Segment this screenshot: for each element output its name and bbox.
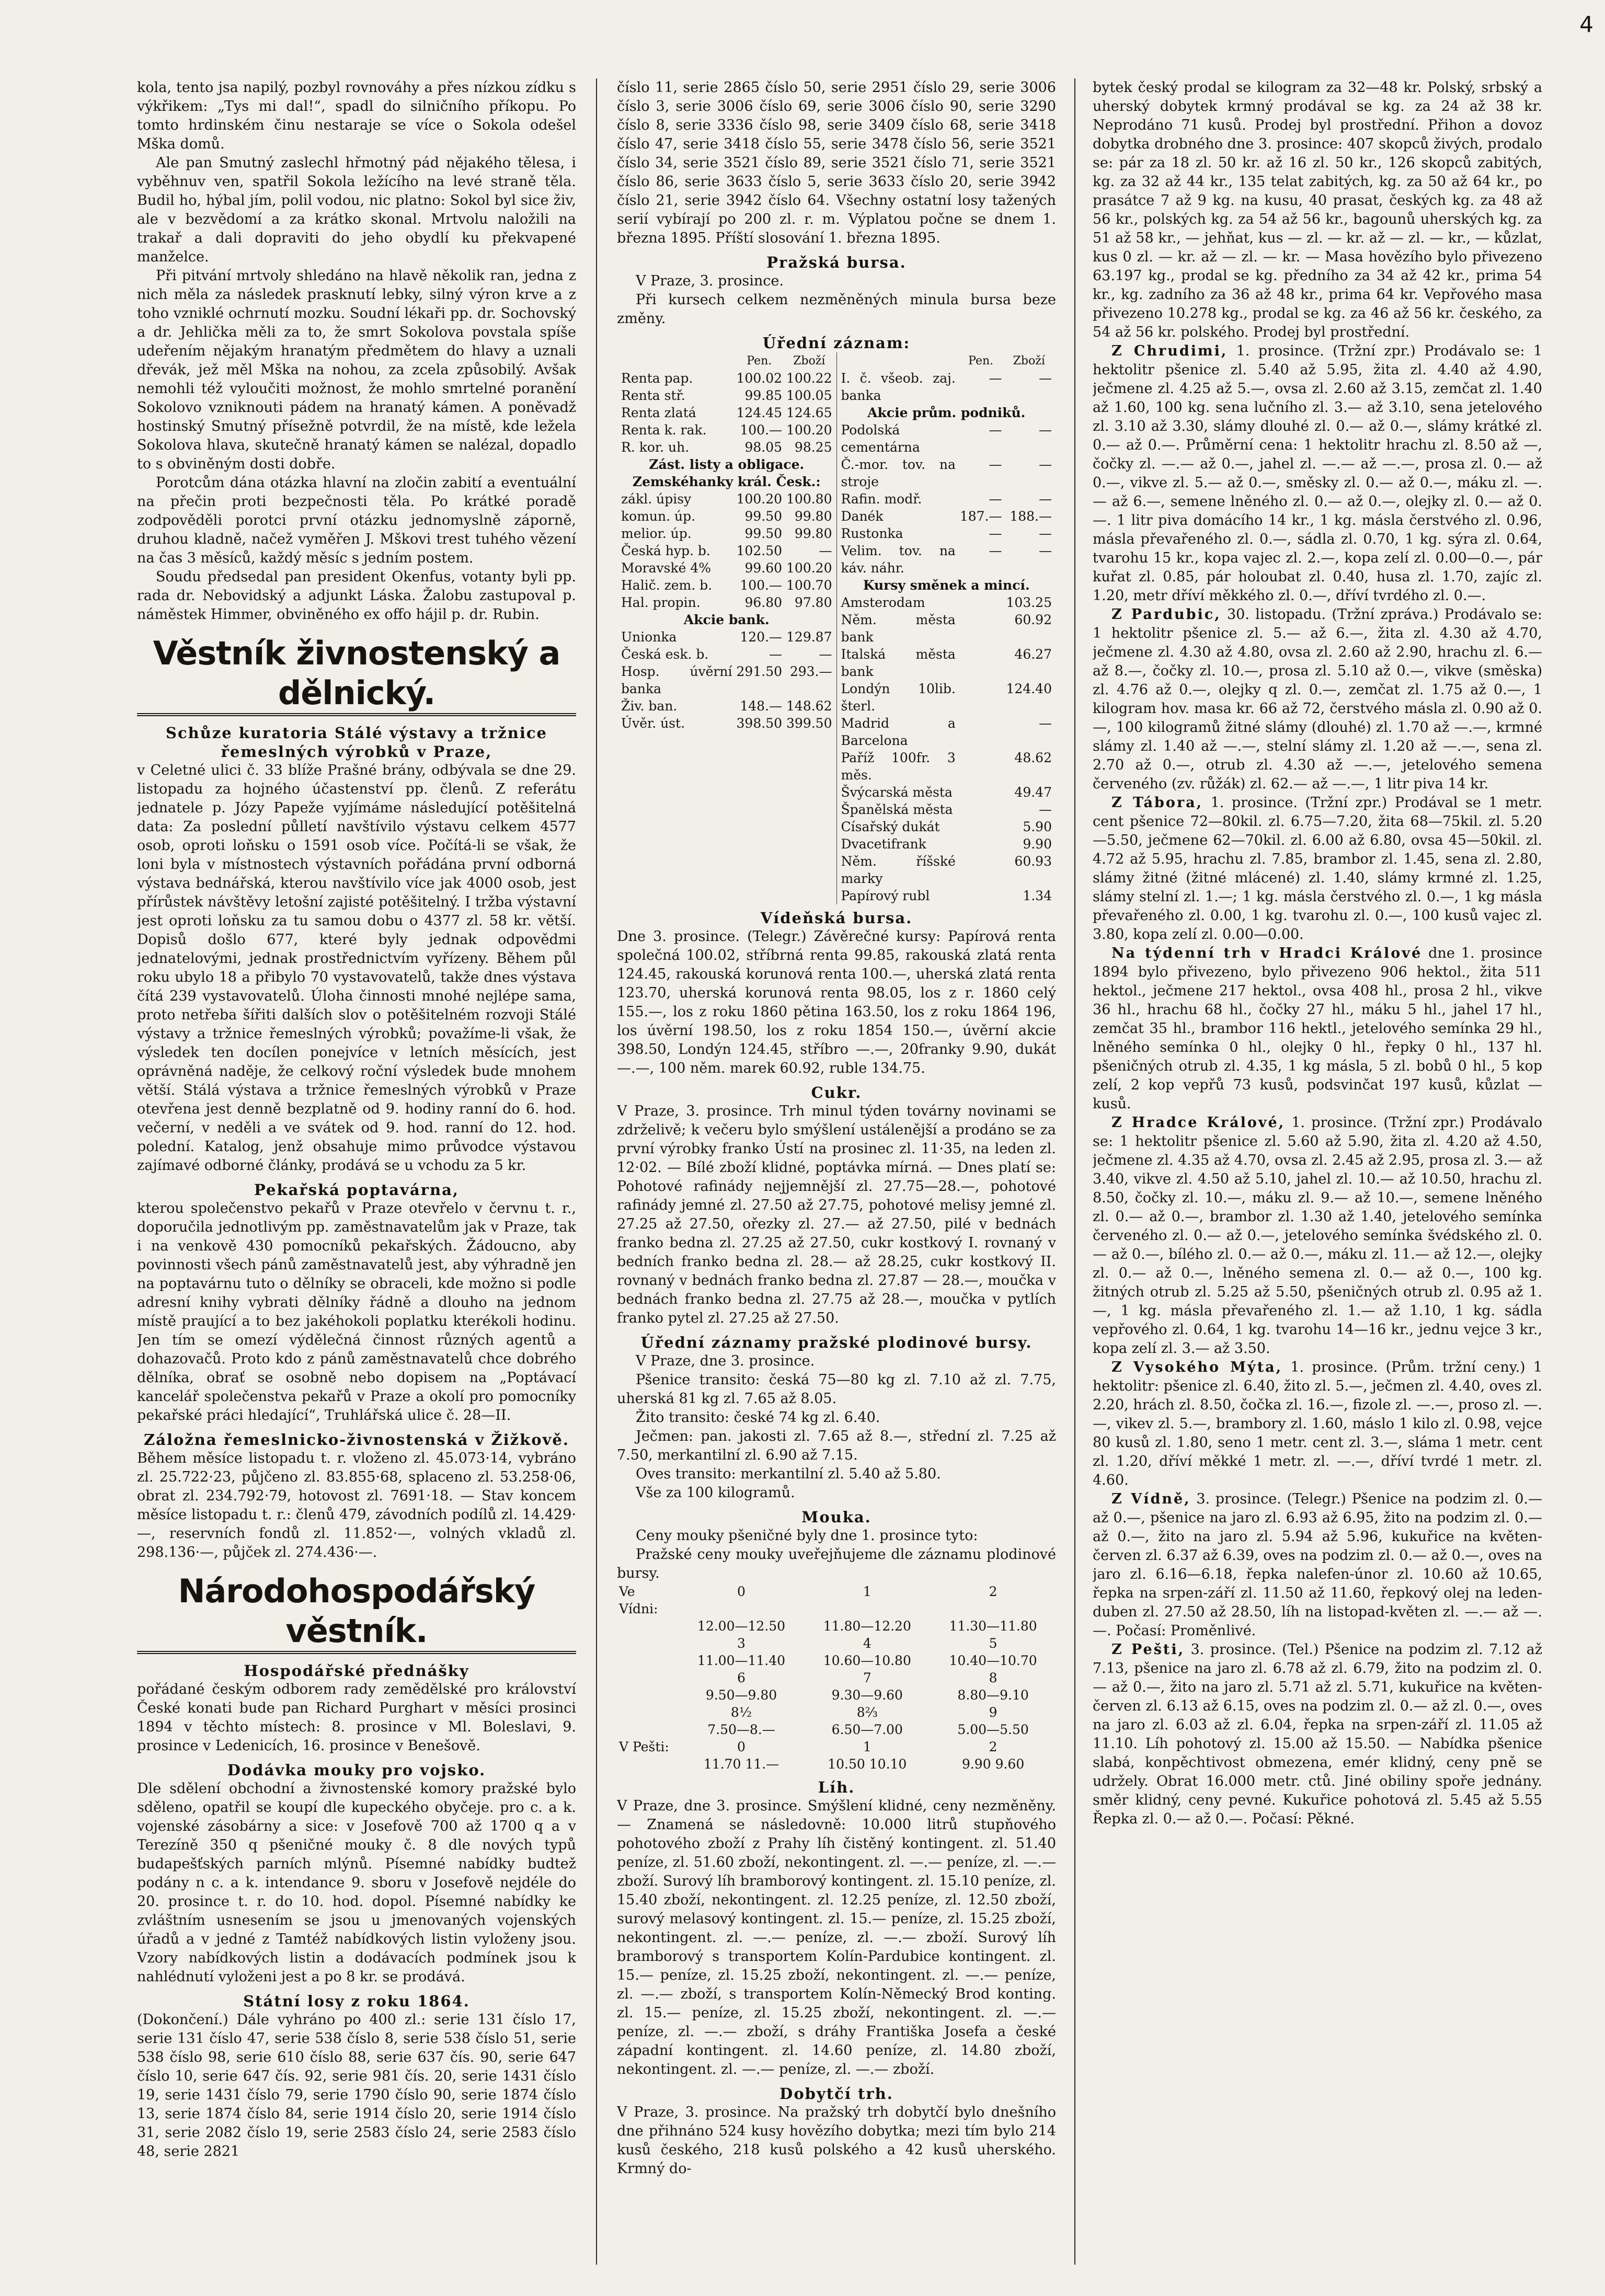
rate-row (619, 473, 834, 490)
paragraph: Soudu předsedal pan president Okenfus, votanty byli pp. rada dr. Nebovidský a adjunkt Láska. Žalobu zastupoval p. náměstek Himmer, obviněného ex offo hájil p. dr. Rubin. (137, 569, 576, 623)
article-heading: Pražská bursa. (766, 254, 907, 271)
column-header: Pen. (968, 354, 994, 368)
rate-value (958, 594, 1004, 611)
paragraph: Ale pan Smutný zaslechl hřmotný pád nějakého tělesa, i vyběhnuv ven, spatřil Sokola ležícího na levé straně těla. Budil ho, hýbal jím, polil vodou, nic platno: Sokol byl sice živ, ale v bezvědomí a za krátko skonal. Mrtvolu naložili na trakař a dali dopraviti do jeho obydlí ku překvapené manželce. (137, 155, 576, 265)
rate-value (958, 749, 1004, 784)
rate-value (958, 715, 1004, 749)
grade-number: 2 (989, 1739, 998, 1754)
rate-label: zákl. úpisy (621, 491, 692, 507)
rate-row (839, 525, 1054, 542)
rate-row (619, 542, 834, 559)
price-cell: 9.90 (961, 1757, 991, 1772)
price-cell: 9.60 (995, 1757, 1025, 1772)
rate-value: 398.50 (736, 716, 783, 731)
rate-label: Zemskéhanky král. Česk.: (632, 474, 821, 489)
rate-row (619, 646, 834, 663)
column-header: Pen. (747, 354, 772, 368)
article-heading: Pekařská poptavárna, (254, 1181, 459, 1199)
rate-value: — (1039, 457, 1052, 472)
column-header: Zboží (1013, 354, 1045, 368)
rate-row (619, 421, 834, 439)
grade-number: 9 (989, 1705, 998, 1720)
rate-value: 129.87 (786, 629, 832, 645)
rate-value: — (989, 422, 1002, 438)
exchange-table (617, 352, 1056, 904)
grade-number: 0 (737, 1584, 746, 1599)
market-report: dne 1. prosince 1894 bylo přivezeno, bylo přivezeno 906 hektol., žita 511 hektol., ječmene 217 hektol., ovsa 408 hl., prosa 2 hl., vikve 36 hl., hrachu 68 hl., čočky 27 hl., máku 5 hl., jahel 17 hl., zemčat 35 hl., brambor 116 hektl., jetelového semínka 29 hl., lněného semínka 0 hl., olejky 0 hl., řepky 0 hl., 137 hl. pšeničných otrub zl. 4.35, 1 kg másla, 5 zl. bobů 0 hl., 5 kop zelí, 2 kop vepřů 73 kusů, podsvinčat 197 kusů, kůzlat — kusů. (1093, 945, 1542, 1112)
rate-label: melior. úp. (621, 526, 692, 541)
rate-value: — (1039, 371, 1052, 386)
rate-label: Rustonka (841, 526, 903, 541)
rate-value: 100.20 (786, 422, 832, 438)
price-cell: 10.50 (828, 1757, 865, 1772)
paragraph: V Praze, 3. prosince. Na pražský trh dobytčí bylo dnešního dne přihnáno 524 kusy hovězího dobytka; mezi tím bylo 214 kusů českého, 218 kusů polského a 42 kusů uherského. Krmný do- (617, 2104, 1056, 2177)
rate-value: — (989, 526, 1002, 541)
rate-value: — (1039, 543, 1052, 558)
column-left (137, 78, 576, 2265)
rate-value: 188.— (1010, 509, 1052, 524)
price-cell: 11.70 (703, 1757, 741, 1772)
rates-table-right (839, 352, 1054, 904)
rate-label: I. č. všeob. zaj. banka (841, 371, 956, 403)
rate-label: Italská města bank (841, 647, 956, 679)
grade-number: 4 (863, 1636, 872, 1651)
price-cell: 7.50—8.— (707, 1722, 775, 1737)
column-right (1093, 78, 1542, 2265)
rate-label: Česká hyp. b. (621, 543, 710, 558)
rate-value: 100.70 (786, 578, 832, 593)
rate-label: Hal. propin. (621, 595, 701, 610)
rate-label: Císařský dukát (841, 819, 940, 834)
paragraph: Dle sdělení obchodní a živnostenské komory pražské bylo sděleno, opatřil se koupí dle kupeckého obyčeje. pro c. a k. vojenské zásobárny a sice: v Josefově 700 až 1700 q a v Terezíně 350 q pšeničné mouky č. 8 dle nových typů budapešťských parních mlýnů. Písemné nabídky budtež podány n c. a k. intendance 9. sboru v Josefově nejdéle do 20. prosince t. r. do 10. hod. dopol. Písemné nabídky ke zvláštním usnesením se jsou u jmenovaných vojenských úřadů a v jedné z Tamtéž nabídkových listin vyloženy jsou. Vzory nabídkových listin a dodávacích podmínek jsou k nahlédnutí vyloženi jest a po 8 kr. se prodává. (137, 1781, 576, 1985)
rate-value: 99.50 (744, 509, 783, 524)
market-heading: Z Tábora, (1111, 795, 1203, 811)
market-heading: Z Hradce Králové, (1111, 1115, 1286, 1131)
rate-value: 100.05 (786, 388, 832, 403)
table-heading: Úřední záznam: (762, 334, 911, 352)
rate-value: — (989, 491, 1002, 507)
rate-row (839, 749, 1054, 784)
paragraph: Ceny mouky pšeničné byly dne 1. prosince tyto: (636, 1528, 978, 1544)
rate-row (619, 663, 834, 697)
rate-value: 100.20 (736, 491, 783, 507)
rate-value: — (1039, 422, 1052, 438)
rate-row (619, 387, 834, 404)
rate-value: 99.80 (794, 526, 832, 541)
rate-row (619, 490, 834, 508)
rate-value: — (819, 647, 832, 662)
rate-label: Velim. tov. na káv. náhr. (841, 543, 956, 576)
market-heading: Z Vysokého Mýta, (1111, 1359, 1283, 1375)
rate-label: Londýn 10lib. šterl. (841, 681, 956, 714)
grade-number: 1 (863, 1739, 872, 1754)
price-cell: 11.30—11.80 (949, 1618, 1037, 1634)
rate-value: 99.50 (744, 526, 783, 541)
grade-number: 1 (863, 1584, 872, 1599)
price-cell: 11.00—11.40 (697, 1653, 786, 1668)
rate-row (619, 577, 834, 594)
rate-row (619, 715, 834, 732)
rate-row (619, 439, 834, 456)
rate-row (619, 370, 834, 387)
rate-row (839, 801, 1054, 818)
market-heading: Na týdenní trh v Hradci Králové (1111, 945, 1423, 961)
rate-value (958, 646, 1004, 680)
rate-row (619, 697, 834, 715)
rate-row (839, 784, 1054, 801)
section-title-trade: Věstník živnostenský a dělnický. (137, 634, 576, 716)
paragraph: V Praze, dne 3. prosince. Smýšlení klidné, ceny nezměněny. — Znamená se následovně: 10.000 litrů stupňového pohotového zboží z Prahy líh čistěný kontingent. zl. 51.40 peníze, zl. 51.60 zboží, nekontingent. zl. —.— peníze, zl. —.— zboží. Surový líh bramborový kontingent. zl. 15.10 peníze, zl. 15.40 zboží, nekontingent. zl. 12.25 peníze, zl. 12.50 zboží, surový melasový kontingent. zl. 15.— peníze, zl. 15.25 zboží, nekontingent. zl. —.— peníze, zl. —.— zboží. Surový líh bramborový s transportem Kolín-Pardubice kontingent. zl. 15.— peníze, zl. 15.25 zboží, nekontingent. zl. —.— peníze, zl. —.— zboží, s transportem Kolín-Německý Brod konting. zl. 15.— peníze, zl. 15.25 zboží, nekontingent. zl. —.— peníze, zl. —.— zboží, s dráhy Františka Josefa a české západní kontingent. zl. 14.60 peníze, zl. 14.80 zboží, nekontingent. zl. —.— peníze, zl. —.— zboží. (617, 1798, 1056, 2077)
rate-value: 124.65 (786, 405, 832, 420)
rate-value (958, 853, 1004, 887)
rate-value: 100.22 (786, 371, 832, 386)
rate-label: Něm. říšské marky (841, 854, 956, 886)
rate-row (619, 594, 834, 611)
market-report: 1. prosince. (Prům. tržní ceny.) 1 hektolitr: pšenice zl. 6.40, žito zl. 5.—, ječmen zl. 4.40, oves zl. 2.20, hrách zl. 8.50, čočka zl. 16.—, fizole zl. —.—, proso zl. —.—, vikev zl. 5.—, brambory zl. 1.60, máslo 1 kilo zl. 0.98, vejce 80 kusů zl. 1.80, seno 1 metr. cent zl. 3.—, sláma 1 metr. cent zl. 1.20, dříví měkké 1 metr. zl. —.—, dříví tvrdé 1 metr. zl. 4.60. (1093, 1359, 1542, 1488)
article-heading: Záložna řemeslnicko-živnostenská v Žižkově. (144, 1431, 569, 1449)
grade-number: 2 (989, 1584, 998, 1599)
price-cell: 11.— (745, 1757, 779, 1772)
rate-row (839, 508, 1054, 525)
rate-value (958, 784, 1004, 801)
dateline: V Praze, dne 3. prosince. (636, 1353, 815, 1369)
section-title-economy: Národohospodářský věstník. (137, 1571, 576, 1654)
rate-row (839, 404, 1054, 421)
rate-label: Podolská cementárna (841, 422, 920, 455)
market-heading: Z Pešti, (1111, 1641, 1185, 1658)
article-heading: Dobytčí trh. (779, 2085, 893, 2103)
rate-value: — (769, 647, 783, 662)
rate-value: — (989, 457, 1002, 472)
grade-number: 8⅔ (856, 1705, 878, 1720)
rate-value: 124.40 (1006, 681, 1052, 696)
market-heading: Z Pardubic, (1111, 606, 1221, 623)
rate-row (619, 456, 834, 473)
rate-value (958, 611, 1004, 646)
rate-value: 120.— (740, 629, 783, 645)
paragraph: (Dokončení.) Dále vyhráno po 400 zl.: serie 131 číslo 17, serie 131 číslo 47, serie 538 číslo 8, serie 538 číslo 51, serie 538 číslo 98, serie 610 číslo 88, serie 637 čís. 90, serie 647 číslo 10, serie 647 čís. 92, serie 981 čís. 20, serie 1431 číslo 19, serie 1431 číslo 79, serie 1790 číslo 90, serie 1874 číslo 13, serie 1874 číslo 84, serie 1914 číslo 20, serie 1914 číslo 31, serie 2082 číslo 19, serie 2583 číslo 24, serie 2583 číslo 48, serie 2821 (137, 2012, 576, 2160)
price-cell: 10.40—10.70 (949, 1653, 1037, 1668)
rate-label: Unionka (621, 629, 677, 645)
column-header: Zboží (793, 354, 826, 368)
rate-value: — (989, 371, 1002, 386)
rate-label: Papírový rubl (841, 888, 930, 903)
rate-value (958, 818, 1004, 835)
rate-value: 100.— (740, 578, 783, 593)
rate-label: Česká esk. b. (621, 647, 709, 662)
rate-row (619, 508, 834, 525)
rate-row (839, 611, 1054, 646)
rate-label: Danék (841, 509, 884, 524)
rate-row (839, 835, 1054, 853)
rate-value: 5.90 (1023, 819, 1052, 834)
rate-label: Paříž 100fr. 3 měs. (841, 750, 956, 783)
grade-number: 5 (989, 1636, 998, 1651)
rate-value: 60.93 (1014, 854, 1052, 869)
rate-value: 293.— (789, 664, 832, 679)
price-cell: 6.50—7.00 (831, 1722, 903, 1737)
rate-label: Renta stř. (621, 388, 685, 403)
rate-label: Rafin. modř. (841, 491, 922, 507)
price-cell: 9.50—9.80 (705, 1687, 777, 1703)
price-cell: 9.30—9.60 (831, 1687, 903, 1703)
rate-value: 100.— (740, 422, 783, 438)
price-cell: 10.60—10.80 (823, 1653, 911, 1668)
rate-value: — (1039, 491, 1052, 507)
price-cell: 5.00—5.50 (957, 1722, 1029, 1737)
rate-row (839, 421, 1054, 456)
column-middle (617, 78, 1056, 2265)
rate-value: 96.80 (744, 595, 783, 610)
price-cell: 10.10 (869, 1757, 907, 1772)
paragraph: Pražské ceny mouky uveřejňujeme dle záznamu plodinové bursy. (617, 1546, 1056, 1581)
rate-row (839, 853, 1054, 887)
rate-label: Zást. listy a obligace. (649, 457, 805, 472)
rate-value: 399.50 (786, 716, 832, 731)
market-report: 3. prosince. (Telegr.) Pšenice na podzim zl. 0.— až 0.—, pšenice na jaro zl. 6.93 až 6.95, žito na podzim zl. 0.— až 0.—, žito na jaro zl. 5.94 až 5.96, kukuřice na květen-červen zl. 6.37 až 6.39, oves na podzim zl. 0.— až 0.—, oves na jaro zl. 6.16—6.18, řepka nalefen-únor zl. 10.60 až 10.65, řepka na srpen-září zl. 11.50 až 11.60, řepkový olej na leden-duben zl. 27.50 až 28.50, líh na listopad-květen zl. —.— až —.—. Počasí: Proměnlivé. (1093, 1491, 1542, 1639)
rate-row (619, 628, 834, 646)
rate-value: 98.25 (794, 440, 832, 455)
rate-label: Kursy směnek a mincí. (863, 578, 1030, 593)
rate-value: 124.45 (736, 405, 783, 420)
flour-price-table (617, 1583, 1056, 1773)
rate-value: — (989, 543, 1002, 558)
rate-value: 148.— (740, 698, 783, 714)
rate-value: 99.85 (744, 388, 783, 403)
rate-row (839, 818, 1054, 835)
market-heading: Z Chrudimi, (1111, 343, 1228, 359)
rate-value: 148.62 (786, 698, 832, 714)
paragraph: číslo 11, serie 2865 číslo 50, serie 2951 číslo 29, serie 3006 číslo 3, serie 3006 číslo 69, serie 3006 číslo 90, serie 3290 číslo 8, serie 3336 číslo 98, serie 3409 číslo 68, serie 3418 číslo 47, serie 3418 číslo 55, serie 3478 číslo 56, serie 3521 číslo 34, serie 3521 číslo 89, serie 3521 číslo 71, serie 3521 číslo 86, serie 3633 číslo 5, serie 3633 číslo 20, serie 3942 číslo 21, serie 3942 číslo 64. Všechny ostatní losy tažených serií vybírají po 200 zl. r. m. Výplatou počne se dnem 1. března 1895. Příští slosování 1. března 1895. (617, 79, 1056, 246)
rate-value: — (819, 543, 832, 558)
rate-label: Živ. ban. (621, 698, 678, 714)
rate-value (958, 680, 1004, 715)
city-label: Ve Vídni: (619, 1584, 658, 1616)
city-label: V Pešti: (619, 1739, 669, 1754)
rate-label: Renta pap. (621, 371, 693, 386)
rate-row (839, 594, 1054, 611)
rate-value: — (1039, 802, 1052, 817)
column-divider (596, 78, 597, 2265)
market-report: 30. listopadu. (Tržní zpráva.) Prodávalo se: 1 hektolitr pšenice zl. 5.— až 6.—, žita zl. 4.30 až 4.70, ječmene zl. 4.30 až 4.80, ovsa zl. 2.60 až 2.90, hrachu zl. 6.— až 8.—, čočky zl. 10.—, prosa zl. 5.10 až 0.—, vikve (směska) zl. 4.76 až 0.—, olejky q zl. 0.—, zemčat zl. 1.75 až 0.—, 1 kilogram hov. masa kr. 66 až 72, čerstvého másla zl. 0.90 až 0.—, 100 kilogramů žitné slámy (dlouhé) zl. 1.70 až —.—, krmné slámy zl. 1.40 až —.—, stelní slámy zl. 1.20 až —.—, sena zl. 2.70 až 0.—, otrub zl. 4.30 až —.—, jetelového semena červeného (zv. růžák) zl. 62.— až —.—, 1 litr piva 14 kr. (1093, 606, 1542, 792)
grade-number: 0 (737, 1739, 746, 1754)
grade-number: 8½ (730, 1705, 752, 1720)
rate-value: 9.90 (1023, 836, 1052, 852)
article-heading: Schůze kuratoria Stálé výstavy a tržnice řemeslných výrobků v Praze, (166, 724, 547, 761)
rate-row (839, 542, 1054, 577)
paragraph: Dne 3. prosince. (Telegr.) Závěrečné kursy: Papírová renta společná 100.02, stříbrná renta 99.85, rakouská zlatá renta 124.45, rakouská korunová renta 100.—, uherská zlatá renta 123.70, uherská korunová renta 98.05, los z r. 1860 celý 155.—, los z roku 1860 pětina 163.50, los z roku 1864 196, los úvěrní 198.50, los z roku 1854 150.—, úvěrní akcie 398.50, Londýn 124.45, stříbro —.—, 20franky 9.90, dukát —.—, 100 něm. marek 60.92, ruble 134.75. (617, 928, 1056, 1076)
rate-value: 46.27 (1014, 647, 1052, 662)
rate-label: Madrid a Barcelona (841, 716, 956, 748)
paragraph: bytek český prodal se kilogram za 32—48 kr. Polský, srbský a uherský dobytek krmný prodával se kg. za 24 až 38 kr. Neprodáno 71 kusů. Prodej byl prostřední. Přihon a dovoz dobytka drobného dne 3. prosince: 407 skopců živých, prodalo se: pár za 18 zl. 50 kr. až 16 zl. 50 kr., 126 skopců zabitých, kg. za 32 až 44 kr., 135 telat zabitých, kg. za 50 až 64 kr., po prasátce 7 až 9 kg. na kusu, 40 prasat, českých kg. za 48 až 56 kr., polských kg. za 54 až 56 kr., bagounů uherských kg. za 51 až 58 kr., — jehňat, kus — zl. — kr. až — zl. — kr., — kůzlat, kus 0 zl. — kr. až — zl. — kr. — Masa hovězího bylo přivezeno 63.197 kg., prodal se kg. předního za 34 až 42 kr., prima 54 kr., kg. zadního za 36 až 48 kr., prima 64 kr. Vepřového masa přivezeno 10.278 kg., prodal se kg. za 46 až 56 kr. českého, za 54 až 56 kr. polského. Prodej byl prostřední. (1093, 79, 1542, 340)
article-heading: Cukr. (811, 1084, 862, 1101)
paragraph: kola, tento jsa napilý, pozbyl rovnováhy a přes nízkou zídku s výkřikem: „Tys mi dal!“, spadl do silničního příkopu. Po tomto hrdinském činu nestaraje se více o Sokola odešel Mška domů. (137, 79, 576, 152)
rate-row (839, 715, 1054, 749)
paragraph: v Celetné ulici č. 33 blíže Prašné brány, odbývala se dne 29. listopadu za hojného účastenství pp. členů. Z referátu jednatele p. Józy Papeže vyjímáme následující potěšitelná data: Za poslední půlletí navštívilo výstavu celkem 4577 osob, oproti loňsku o 1591 osob více. Počítá-li se však, že loni byla v místnostech výstavních pořádána první odborná výstava bednářská, kterou navštívilo více jak 4000 osob, jest přírůstek návštěvy letošní zajisté potěšitelný. I tržba výstavní jest oproti loňsku za tu samou dobu o 4377 zl. 58 kr. větší. Dopisů došlo 677, které byly jednak odpovědmi jednatelovými, jednak prostřednictvím vyřízeny. Během půl roku ubylo 18 a přibylo 70 vystavovatelů, takže dnes výstava čítá 239 vystavovatelů. Úloha činnosti mnohé nejlépe sama, proto netřeba šířiti dalších slov o potěšitelném rozvoji Stálé výstavy a tržnice řemeslných výrobků; považíme-li však, že výsledek ten docílen ponejvíce v letních měsících, jest oprávněná naděje, že celkový roční výsledek bude mnohem větší. Stálá výstava a tržnice řemeslných výrobků v Praze otevřena jest denně bezplatně od 9. hodiny ranní do 6. hod. večerní, v neděli a ve svátek od 9. hod. ranní do 12. hod. polední. Katalog, jenž obsahuje mimo průvodce výstavou zajímavé odborné články, prodává se u vchodu za 5 kr. (137, 762, 576, 1174)
rate-value: 1.34 (1023, 888, 1052, 903)
rate-label: Španělská města (841, 802, 953, 817)
rate-row (619, 611, 834, 628)
market-report: 1. prosince. (Tržní zpr.) Prodával se 1 metr. cent pšenice 72—80kil. zl. 6.75—7.20, žita 68—75kil. zl. 5.20—5.50, ječmene 62—70kil. zl. 6.00 až 6.80, ovsa 45—50kil. zl. 4.72 až 5.95, hrachu zl. 7.85, brambor zl. 1.45, sena zl. 2.80, slámy žitné (žitné mlácené) zl. 1.40, slámy krmné zl. 1.25, slámy stelní zl. 1.—; 1 kg. másla čerstvého zl. 0.—, 1 kg másla převařeného zl. 0.00, 1 kg. tvarohu zl. 0.—, 100 kusů vajec zl. 3.80, kopa zelí zl. 0.00—0.00. (1093, 795, 1542, 943)
rate-label: Švýcarská města (841, 785, 953, 800)
article-heading: Mouka. (801, 1508, 872, 1526)
rate-row (619, 404, 834, 421)
market-report: 1. prosince. (Tržní zpr.) Prodávalo se: 1 hektolitr pšenice zl. 5.40 až 5.95, žita zl. 4.40 až 4.90, ječmene zl. 4.25 až 5.—, ovsa zl. 2.60 až 3.15, zemčat zl. 1.40 až 1.60, 100 kg. sena lučního zl. 3.— až 3.10, sena jetelového zl. 3.10 až 3.30, slámy dlouhé zl. 0.— až 0.—, slámy krátké zl. 0.— až 0.—. Průměrní cena: 1 hektolitr hrachu zl. 8.50 až —, čočky zl. —.— až 0.—, jahel zl. —.— až —.—, prosa zl. 0.— až 0.—, vikve zl. 5.— až 0.—, směsky zl. 0.— až 0.—, máku zl. —.— až 6.—, semene lněného zl. 0.— až 0.—, olejky zl. 0.— až 0.—. 1 litr piva domácího 14 kr., 1 kg. másla čerstvého zl. 0.96, másla převařeného zl. 0.—, sádla zl. 0.70, 1 kg. sýra zl. 0.64, tvarohu 15 kr., kopa vajec zl. 2.—, kopa zelí zl. 0.00—0.—, pár kuřat zl. 0.85, pár holoubat zl. 0.40, husa zl. 1.70, zajíc zl. 1.20, metr dříví měkkého zl. 0.—, dříví tvrdého zl. 0.—. (1093, 343, 1542, 604)
paragraph: Při kursech celkem nezměněných minula bursa beze změny. (617, 292, 1056, 327)
rate-value: 187.— (959, 509, 1002, 524)
grain-row: Ječmen: pan. jakosti zl. 7.65 až 8.—, střední zl. 7.25 až 7.50, merkantilní zl. 6.90 až 7.15. (617, 1428, 1056, 1463)
paragraph: Během měsíce listopadu t. r. vloženo zl. 45.073·14, vybráno zl. 25.722·23, půjčeno zl. 83.855·68, splaceno zl. 53.258·06, obrat zl. 234.792·79, hotovost zl. 7691·18. — Stav koncem měsíce listopadu t. r.: členů 479, závodních podílů zl. 14.429·—, reservních fondů zl. 11.852·—, volných vkladů zl. 298.136·—, půjček zl. 274.436·—. (137, 1450, 576, 1560)
grain-row: Žito transito: české 74 kg zl. 6.40. (636, 1409, 880, 1426)
rate-value: — (1039, 526, 1052, 541)
rate-value: 103.25 (1006, 595, 1052, 610)
grain-row: Oves transito: merkantilní zl. 5.40 až 5.80. (636, 1466, 941, 1482)
rate-label: Renta zlatá (621, 405, 696, 420)
market-report: 1. prosince. (Tržní zpr.) Prodávalo se: 1 hektolitr pšenice zl. 5.60 až 5.90, žita zl. 4.20 až 4.50, ječmene zl. 4.35 až 4.70, ovsa zl. 2.45 až 2.95, prosa zl. 3.— až 3.40, vikve zl. 4.50 až 5.10, jahel zl. 10.— až 10.50, hrachu zl. 8.50, čočky zl. 10.—, máku zl. 9.— až 10.—, semene lněného zl. 0.— až 0.—, brambor zl. 1.30 až 1.40, jetelového semínka červeného zl. 0.— až 0.—, jetelového semínka švédského zl. 0.— až 0.—, bílého zl. 0.— až 0.—, máku zl. 11.— až 12.—, olejky zl. 0.— až 0.—, lněného semena zl. 0.— až 0.—, 100 kg. žitných otrub zl. 5.25 až 5.50, pšeničných otrub zl. 0.95 až 1.—, 1 kg. másla převařeného zl. 1.— až 1.10, 1 kg. sádla vepřového zl. 0.64, 1 kg. tvarohu 14—16 kr., jednu vejce 3 kr., kopa zelí zl. 3.— až 3.50. (1093, 1115, 1542, 1357)
rate-value: 48.62 (1014, 750, 1052, 765)
grade-number: 3 (737, 1636, 746, 1651)
rate-row (839, 680, 1054, 715)
rate-value: 99.80 (794, 509, 832, 524)
rate-label: Dvacetifrank (841, 836, 926, 852)
paragraph: kterou společenstvo pekařů v Praze otevřelo v červnu t. r., doporučila jednotlivým pp. zaměstnavatelům jak v Praze, tak i na venkově 430 pomocníků pekařských. Žádoucno, aby povinnosti všech pánů zaměstnavatelů jest, aby výhradně jen na poptavárnu tuto o dělníky se obraceli, kde možno si podle adresní knihy vybrati dělníky řádně a dlouho na jednom místě praující a to bez jakéhokoli poplatku kterékoli hodinu. Jen tím se omezí výdělečná činnost různých agentů a dohazovačů. Proto kdo z pánů zaměstnavatelů chce dobrého dělníka, obrať se osobně nebo dopisem na „Poptávací kancelář společenstva pekařů v Praze a okolí pro pomocníky pekařské práci hledající“, Truhlářská ulice č. 28—II. (137, 1200, 576, 1423)
article-heading: Úřední záznamy pražské plodinové bursy. (640, 1334, 1033, 1351)
paragraph: Porotcům dána otázka hlavní na zločin zabití a eventuální na přečin proti bezpečnosti těla. Po krátké poradě zodpověděli porotci první otázku jednomyslně záporně, druhou kladně, načež vyměřen J. Mškovi trest tuhého vězení na čas 3 měsíců, každý měsíc s jedním postem. (137, 475, 576, 566)
article-heading: Státní losy z roku 1864. (243, 1992, 470, 2010)
market-report: 3. prosince. (Tel.) Pšenice na podzim zl. 7.12 až 7.13, pšenice na jaro zl. 6.78 až zl. 6.79, žito na podzim zl. 0.— až 0.—, žito na jaro zl. 5.71 až zl. 5.71, kukuřice na květen-červen zl. 6.13 až 6.15, oves na podzim zl. 0.— až zl. 0.—, oves na jaro zl. 6.03 až zl. 6.04, řepka na srpen-září zl. 11.05 až 11.10. Líh pohotový zl. 15.00 až 15.50. — Nabídka pšenice slabá, konpěchtivost obmezena, emér klidný, ceny pně se udržely. Obrat 16.000 metr. ctů. Jiné obiliny spoře jednány. směr klidný, ceny pevné. Kukuřice pohotová zl. 5.45 až 5.55 Řepka zl. 0.— až 0.—. Počasí: Pěkné. (1093, 1641, 1542, 1827)
column-divider (1074, 78, 1075, 2265)
rate-label: R. kor. uh. (621, 440, 690, 455)
grade-number: 7 (863, 1670, 872, 1685)
rate-label: Něm. města bank (841, 612, 956, 645)
rate-value: 100.80 (786, 491, 832, 507)
rate-row (839, 887, 1054, 904)
rate-value: 100.02 (736, 371, 783, 386)
paragraph: pořádané českým odborem rady zemědělské pro království České konati bude pan Richard Purghart v měsíci prosinci 1894 v těchto místech: 8. prosince v Ml. Boleslavi, 9. prosince v Ledenicích, 16. prosince v Benešově. (137, 1681, 576, 1754)
rate-value: 99.60 (744, 560, 783, 576)
article-heading: Hospodářské přednášky (244, 1662, 469, 1680)
rate-row (839, 490, 1054, 508)
rate-label: Moravské 4% (621, 560, 712, 576)
paragraph: V Praze, 3. prosince. Trh minul týden továrny novinami se zdrželivě; k večeru bylo smýšlení ustálenější a prodáno se za první výrobky franko Ústí na prosinec zl. 11·35, na leden zl. 12·02. — Bílé zboží klidné, poptávka mírná. — Dnes platí se: Pohotové rafinády nejjemnější zl. 27.75—28.—, pohotové rafinády jemné zl. 27.50 až 27.75, pohotové melisy jemné zl. 27.25 až 27.50, ořezky zl. 27.— až 27.50, pilé v bednách franko bedna zl. 27.25 až 27.50, cukr kostkový I. rovnaný v bedních franko bedna zl. 28.— až 28.25, cukr kostkový II. rovnaný v bednách franko bedna zl. 27.87 — 28.—, moučka v bednách franko bedna zl. 27.75 až 28.—, moučka v pytlích franko pytel zl. 27.25 až 27.50. (617, 1103, 1056, 1326)
market-heading: Z Vídně, (1111, 1491, 1191, 1507)
rate-label: Hosp. úvěrní banka (621, 664, 732, 696)
rate-label: komun. úp. (621, 509, 696, 524)
rate-value: 98.05 (744, 440, 783, 455)
rate-value: 49.47 (1014, 785, 1052, 800)
rate-value: 60.92 (1014, 612, 1052, 627)
rate-label: Renta k. rak. (621, 422, 707, 438)
price-cell: 8.80—9.10 (957, 1687, 1029, 1703)
rate-row (839, 370, 1054, 404)
rate-row (619, 559, 834, 577)
rate-label: Č.-mor. tov. na stroje (841, 457, 956, 489)
rate-value: 97.80 (794, 595, 832, 610)
rate-label: Halič. zem. b. (621, 578, 713, 593)
article-heading: Vídeňská bursa. (760, 909, 913, 927)
article-heading: Dodávka mouky pro vojsko. (227, 1761, 486, 1779)
rate-value: 100.20 (786, 560, 832, 576)
rate-row (839, 577, 1054, 594)
grade-number: 8 (989, 1670, 998, 1685)
rate-value (958, 801, 1004, 818)
rate-label: Akcie bank. (683, 612, 770, 627)
rate-label: Akcie prům. podniků. (867, 405, 1026, 420)
rate-label: Amsterodam (841, 595, 925, 610)
rate-value: — (1039, 716, 1052, 731)
rate-value: 102.50 (736, 543, 783, 558)
price-cell: 11.80—12.20 (823, 1618, 911, 1634)
price-cell: 12.00—12.50 (697, 1618, 786, 1634)
rate-row (839, 456, 1054, 490)
paragraph: Při pitvání mrtvoly shledáno na hlavě několik ran, jedna z nich měla za následek prasknutí lebky, silný výron krve a z toho vzniklé ochrnutí mozku. Soudní lékaři pp. dr. Sochovský a dr. Jehlička měli za to, že smrt Sokolova povstala spíše udeřením nějakým hranatým předmětem do hlavy a uznali dřevák, jež měl Mška na nohou, za zcela způsobilý. Avšak nemohli též vyloučiti možnost, že mohlo smrtelné poranění Sokolovo vzniknouti pádem na hranatý kámen. A poněvadž hostinský Smutný přísežně potvrdil, že na místě, kde ležela Sokolova hlava, skutečně hranatý kámen se nalézal, dopadlo to s obviněným dosti dobře. (137, 268, 576, 472)
rate-row (619, 525, 834, 542)
rate-value (958, 887, 1004, 904)
rate-value (958, 835, 1004, 853)
grade-number: 6 (737, 1670, 746, 1685)
rate-label: Úvěr. úst. (621, 716, 685, 731)
grain-row: Pšenice transito: česká 75—80 kg zl. 7.10 až zl. 7.75, uherská 81 kg zl. 7.65 až 8.05. (617, 1372, 1056, 1407)
article-heading: Líh. (818, 1778, 855, 1796)
grain-row: Vše za 100 kilogramů. (636, 1485, 795, 1501)
rate-value: 291.50 (736, 664, 783, 679)
rate-row (839, 646, 1054, 680)
page-corner-mark: 4 (1579, 12, 1593, 37)
dateline: V Praze, 3. prosince. (636, 273, 784, 289)
rates-table-left (619, 352, 834, 732)
